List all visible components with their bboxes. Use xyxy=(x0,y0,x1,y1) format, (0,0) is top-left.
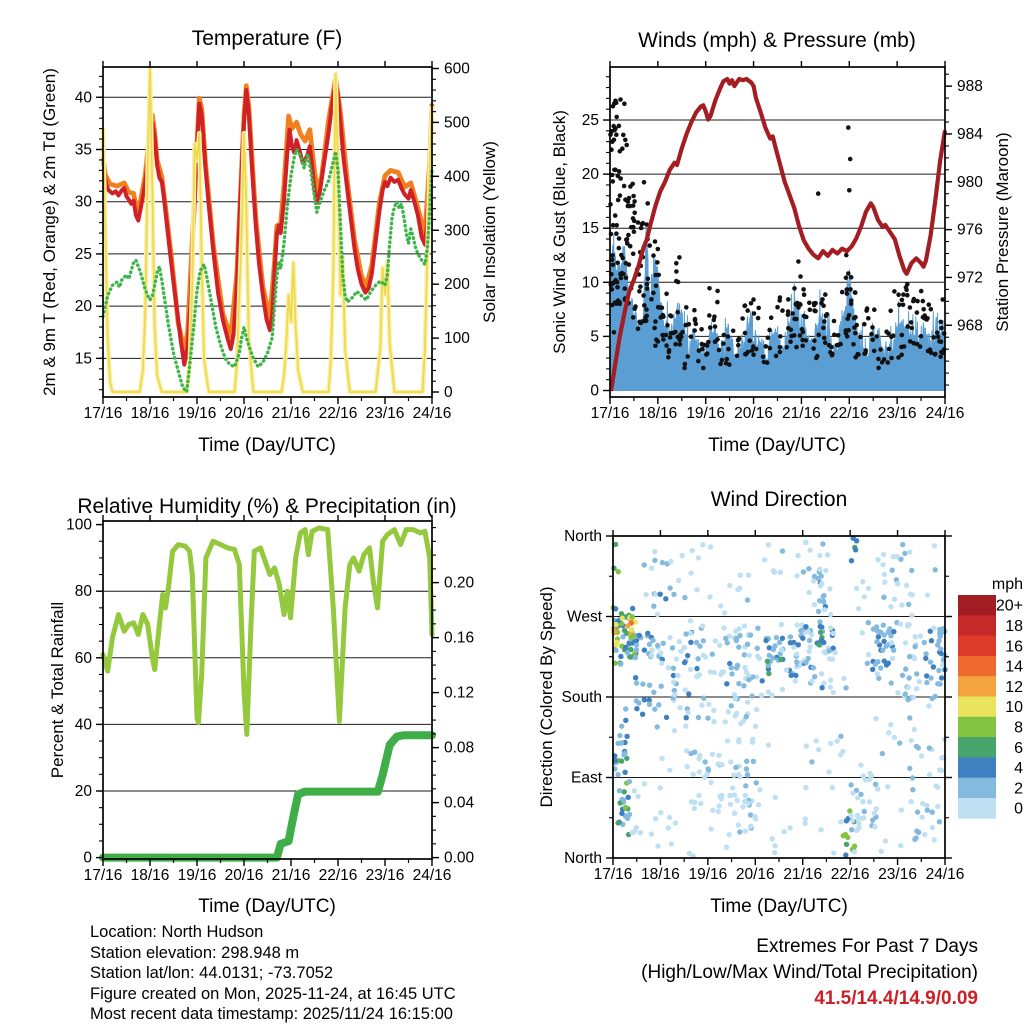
svg-text:23/16: 23/16 xyxy=(365,405,405,422)
svg-text:30: 30 xyxy=(74,193,92,211)
svg-text:988: 988 xyxy=(957,78,983,96)
svg-text:17/16: 17/16 xyxy=(593,866,633,883)
svg-text:24/16: 24/16 xyxy=(412,405,452,422)
svg-text:400: 400 xyxy=(444,168,470,186)
station-elevation: Station elevation: 298.948 m xyxy=(90,943,300,962)
temperature-ylabel-right: Solar Insolation (Yellow) xyxy=(480,141,499,323)
svg-text:100: 100 xyxy=(444,330,470,348)
svg-text:17/16: 17/16 xyxy=(83,867,123,884)
figure-created: Figure created on Mon, 2025-11-24, at 16:45 UTC xyxy=(90,984,456,1003)
svg-text:12: 12 xyxy=(1005,678,1023,696)
svg-text:North: North xyxy=(564,850,602,867)
svg-text:South: South xyxy=(561,689,602,706)
svg-text:0: 0 xyxy=(83,849,92,867)
svg-text:22/16: 22/16 xyxy=(829,405,869,422)
svg-text:20+: 20+ xyxy=(995,597,1023,615)
svg-text:600: 600 xyxy=(444,60,470,78)
extremes-block xyxy=(641,934,978,1012)
svg-text:East: East xyxy=(570,769,602,787)
wind-direction-panel xyxy=(561,528,964,883)
svg-text:25: 25 xyxy=(581,112,599,130)
svg-text:20/16: 20/16 xyxy=(224,867,264,884)
svg-text:14: 14 xyxy=(1005,658,1023,676)
winds-xlabel: Time (Day/UTC) xyxy=(708,435,846,456)
svg-text:17/16: 17/16 xyxy=(590,405,630,422)
svg-text:2: 2 xyxy=(1014,780,1023,798)
svg-text:23/16: 23/16 xyxy=(877,405,917,422)
direction-title: Wind Direction xyxy=(710,488,848,511)
svg-text:18/16: 18/16 xyxy=(638,405,678,422)
humidity-title: Relative Humidity (%) & Precipitation (in) xyxy=(77,495,457,518)
svg-text:22/16: 22/16 xyxy=(830,866,870,883)
svg-text:10: 10 xyxy=(1005,699,1023,717)
svg-text:15: 15 xyxy=(74,350,92,368)
station-info xyxy=(90,922,456,1024)
svg-text:976: 976 xyxy=(957,221,983,239)
temperature-ylabel-left: 2m & 9m T (Red, Orange) & 2m Td (Green) xyxy=(40,68,59,396)
svg-text:21/16: 21/16 xyxy=(782,405,821,422)
svg-text:North: North xyxy=(564,528,602,545)
svg-text:24/16: 24/16 xyxy=(925,405,965,422)
svg-text:100: 100 xyxy=(66,516,92,534)
svg-text:60: 60 xyxy=(74,649,92,667)
svg-text:0.12: 0.12 xyxy=(444,684,475,702)
svg-text:19/16: 19/16 xyxy=(688,866,728,883)
svg-text:6: 6 xyxy=(1014,739,1023,757)
svg-text:20/16: 20/16 xyxy=(734,405,773,422)
svg-text:18/16: 18/16 xyxy=(130,867,170,884)
svg-text:20: 20 xyxy=(581,166,599,184)
svg-text:23/16: 23/16 xyxy=(878,866,917,883)
station-location: Location: North Hudson xyxy=(90,923,264,941)
svg-text:21/16: 21/16 xyxy=(271,405,311,422)
extremes-heading: Extremes For Past 7 Days xyxy=(756,936,978,957)
svg-text:22/16: 22/16 xyxy=(318,867,358,884)
svg-text:24/16: 24/16 xyxy=(925,866,965,883)
svg-text:0: 0 xyxy=(444,384,453,401)
svg-text:21/16: 21/16 xyxy=(271,867,311,884)
svg-text:23/16: 23/16 xyxy=(365,867,405,884)
svg-text:18: 18 xyxy=(1005,617,1023,635)
svg-text:0.00: 0.00 xyxy=(444,849,475,867)
svg-text:0.08: 0.08 xyxy=(444,739,475,757)
svg-text:0.16: 0.16 xyxy=(444,629,475,647)
svg-text:20: 20 xyxy=(74,298,92,316)
svg-text:18/16: 18/16 xyxy=(130,405,170,422)
temperature-title: Temperature (F) xyxy=(191,27,343,50)
svg-text:4: 4 xyxy=(1014,760,1023,778)
svg-text:18/16: 18/16 xyxy=(641,866,680,883)
direction-ylabel-left: Direction (Colored By Speed) xyxy=(537,586,556,808)
svg-text:10: 10 xyxy=(581,274,599,292)
speed-colorbar xyxy=(958,576,1023,819)
svg-text:80: 80 xyxy=(74,583,92,601)
svg-text:972: 972 xyxy=(957,269,983,287)
extremes-values: 41.5/14.4/14.9/0.09 xyxy=(814,988,978,1009)
svg-text:20/16: 20/16 xyxy=(224,405,264,422)
svg-text:20/16: 20/16 xyxy=(735,866,775,883)
svg-text:984: 984 xyxy=(957,125,983,143)
svg-text:25: 25 xyxy=(74,245,92,263)
humidity-precip-panel xyxy=(66,515,474,884)
svg-text:19/16: 19/16 xyxy=(177,405,217,422)
svg-text:24/16: 24/16 xyxy=(412,867,452,884)
svg-text:17/16: 17/16 xyxy=(83,405,123,422)
direction-xlabel: Time (Day/UTC) xyxy=(710,896,848,917)
winds-ylabel-right: Station Pressure (Maroon) xyxy=(993,132,1012,332)
humidity-xlabel: Time (Day/UTC) xyxy=(198,896,336,917)
svg-text:500: 500 xyxy=(444,114,470,132)
svg-text:0: 0 xyxy=(1014,800,1023,818)
svg-text:15: 15 xyxy=(581,220,599,238)
winds-title: Winds (mph) & Pressure (mb) xyxy=(638,29,916,52)
svg-text:16: 16 xyxy=(1005,638,1023,656)
svg-text:300: 300 xyxy=(444,222,470,240)
winds-ylabel-left: Sonic Wind & Gust (Blue, Black) xyxy=(550,110,569,354)
humidity-ylabel-left: Percent & Total Rainfall xyxy=(48,601,67,779)
svg-text:19/16: 19/16 xyxy=(686,405,726,422)
svg-text:40: 40 xyxy=(74,89,92,107)
svg-text:West: West xyxy=(566,608,602,626)
svg-text:mph: mph xyxy=(991,576,1023,593)
temperature-xlabel: Time (Day/UTC) xyxy=(198,435,336,456)
svg-text:21/16: 21/16 xyxy=(783,866,823,883)
svg-text:968: 968 xyxy=(957,317,983,335)
svg-text:980: 980 xyxy=(957,173,983,191)
station-latlon: Station lat/lon: 44.0131; -73.7052 xyxy=(90,964,334,983)
svg-text:20: 20 xyxy=(74,783,92,800)
svg-text:40: 40 xyxy=(74,716,92,734)
svg-text:35: 35 xyxy=(74,141,92,159)
svg-text:22/16: 22/16 xyxy=(318,405,358,422)
svg-text:0.04: 0.04 xyxy=(444,794,475,812)
svg-text:0.20: 0.20 xyxy=(444,574,475,592)
winds-pressure-panel xyxy=(582,61,983,422)
temperature-panel xyxy=(75,61,470,423)
svg-text:5: 5 xyxy=(590,328,599,346)
svg-text:19/16: 19/16 xyxy=(177,867,217,884)
data-timestamp: Most recent data timestamp: 2025/11/24 16:15:00 xyxy=(90,1005,453,1024)
svg-text:0: 0 xyxy=(590,382,599,400)
svg-text:8: 8 xyxy=(1014,719,1023,737)
svg-text:200: 200 xyxy=(444,276,470,294)
extremes-subheading: (High/Low/Max Wind/Total Precipitation) xyxy=(641,962,978,983)
